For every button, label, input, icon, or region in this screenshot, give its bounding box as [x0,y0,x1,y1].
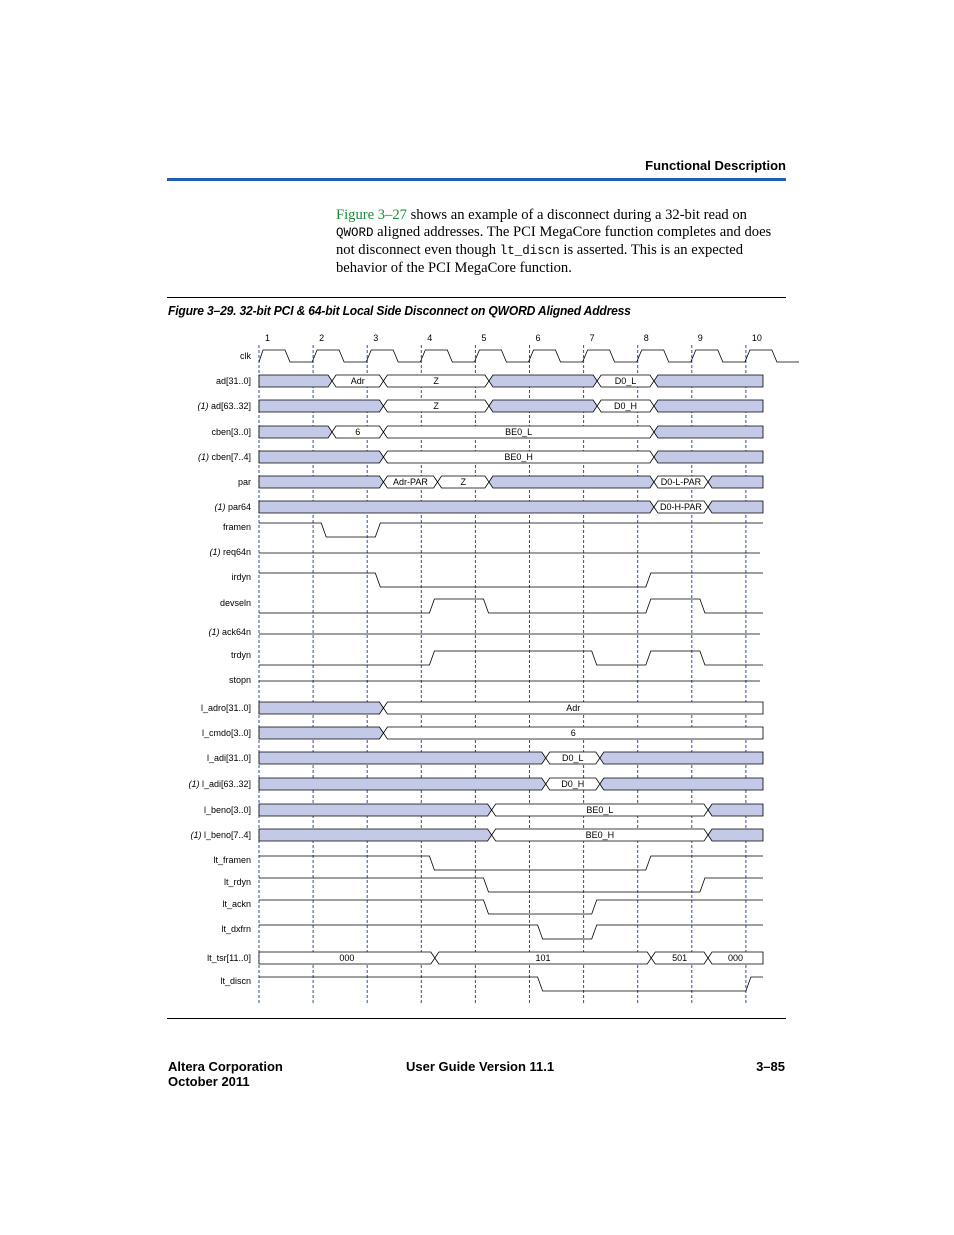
clock-number: 3 [373,333,379,343]
footnote-ref: (1) [190,830,204,840]
signal-label [209,547,251,557]
bus-undefined-segment [259,702,383,714]
trdyn-waveform [259,651,763,665]
signal-name: par [237,477,251,487]
signal-name: lt_ackn [222,899,251,909]
signal-label [222,899,251,909]
bus-value-label: Z [433,401,439,411]
clock-number: 6 [535,333,541,343]
signal-name: ack64n [221,627,251,637]
signal-name: lt_rdyn [223,877,251,887]
bus-undefined-segment [654,400,763,412]
bus-undefined-segment [654,451,763,463]
signal-label [231,572,251,582]
footnote-ref: (1) [209,547,223,557]
signal-name: devseln [219,598,251,608]
signal-label [213,855,251,865]
intro-text-2: aligned addresses. The PCI MegaCore function completes and does not disconnect even though [336,224,772,258]
signal-label [229,675,251,685]
clock-number: 1 [265,333,271,343]
signal-name: framen [222,522,251,532]
signal-label [198,452,251,462]
figure-caption-text: Figure 3–29. 32-bit PCI & 64-bit Local Side Disconnect on QWORD Aligned Address [168,303,631,318]
signal-label [208,627,251,637]
bus-value-label: Adr [350,376,365,386]
devseln-waveform [259,599,763,613]
bus-value-label: D0_H [561,779,585,789]
bus-undefined-segment [489,476,654,488]
figure-rule-bottom [167,1018,786,1019]
signal-label [214,502,251,512]
signal-name: ad[31..0] [215,376,251,386]
bus-undefined-segment [259,804,492,816]
signal-label [188,779,251,789]
footer-left [168,1059,283,1089]
intro-code-2: lt_discn [499,244,560,258]
lt-dxfrn-waveform [259,925,763,939]
clock-number: 8 [643,333,649,343]
bus-value-label: 000 [727,953,744,963]
intro-code-1: QWORD [336,226,374,240]
signal-name: l_adi[31..0] [206,753,251,763]
clock-number: 9 [697,333,703,343]
bus-undefined-segment [259,829,492,841]
bus-undefined-segment [259,426,332,438]
intro-text-3: is asserted. This is an expected behavior of the PCI MegaCore function. [336,242,744,276]
bus-value-label: D0-H-PAR [660,502,702,512]
bus-undefined-segment [259,451,383,463]
signal-label [204,805,251,815]
signal-label [190,830,251,840]
signal-name: lt_tsr[11..0] [207,953,251,963]
signal-name: par64 [227,502,251,512]
clock-number: 7 [589,333,595,343]
signal-label [238,477,251,487]
signal-label [202,728,251,738]
signal-name: l_beno[3..0] [203,805,251,815]
signal-name: lt_discn [220,976,251,986]
bus-undefined-segment [654,426,763,438]
bus-value-label: BE0_H [504,452,533,462]
bus-undefined-segment [259,501,654,513]
signal-label [231,650,251,660]
signal-label [220,598,251,608]
bus-value-label: Adr [566,703,581,713]
signal-label [221,924,251,934]
bus-value-label: D0-L-PAR [660,477,702,487]
bus-undefined-segment [259,375,332,387]
footer-page-number: 3–85 [756,1059,785,1074]
signal-name: lt_dxfrn [221,924,251,934]
bus-undefined-segment [259,727,383,739]
bus-value-label: BE0_L [586,805,614,815]
signal-label [223,522,251,532]
signal-name: l_cmdo[3..0] [201,728,251,738]
bus-value-label: 000 [339,953,355,963]
bus-value-label: BE0_L [505,427,533,437]
clock-number: 4 [427,333,433,343]
signal-name: stopn [228,675,251,685]
signal-name: l_beno[7..4] [203,830,251,840]
clock-number: 10 [751,333,762,343]
bus-value-label: 6 [355,427,361,437]
footnote-ref: (1) [197,452,212,462]
figure-link[interactable]: Figure 3–27 [336,207,407,223]
section-title: Functional Description [645,158,786,173]
signal-label [197,401,251,411]
bus-value-label: D0_H [614,401,638,411]
signal-label [224,877,251,887]
footer-date: October 2011 [168,1074,250,1089]
footnote-ref: (1) [214,502,228,512]
signal-label [240,351,251,361]
bus-undefined-segment [600,752,763,764]
lt-framen-waveform [259,856,763,870]
signal-label [216,376,251,386]
signal-name: trdyn [230,650,251,660]
clock-number: 5 [481,333,487,343]
signal-label [207,953,251,963]
bus-value-label: 501 [672,953,688,963]
footnote-ref: (1) [197,401,211,411]
bus-undefined-segment [259,476,383,488]
bus-undefined-segment [259,778,546,790]
footnote-ref: (1) [208,627,222,637]
bus-undefined-segment [489,375,597,387]
bus-value-label: BE0_H [585,830,615,840]
bus-undefined-segment [259,400,383,412]
bus-value-label: Adr-PAR [393,477,428,487]
bus-value-label: D0_L [562,753,584,763]
signal-label [201,703,251,713]
signal-name: l_adi[63..32] [201,779,251,789]
bus-undefined-segment [708,829,763,841]
bus-undefined-segment [708,476,763,488]
bus-undefined-segment [654,375,763,387]
bus-undefined-segment [259,752,546,764]
footer-version: User Guide Version 11.1 [406,1059,555,1074]
bus-undefined-segment [600,778,763,790]
bus-undefined-segment [708,804,763,816]
lt-ackn-waveform [259,900,763,914]
bus-value-label: D0_L [614,376,637,386]
signal-name: clk [240,351,251,361]
bus-undefined-segment [708,501,763,513]
footnote-ref: (1) [188,779,202,789]
lt-discn-waveform [259,977,763,991]
signal-name: cben[3..0] [211,427,251,437]
signal-name: l_adro[31..0] [200,703,251,713]
signal-name: lt_framen [213,855,251,865]
lt-rdyn-waveform [259,878,763,892]
signal-name: irdyn [231,572,251,582]
signal-name: ad[63..32] [210,401,251,411]
bus-value-label: Z [433,376,439,386]
framen-waveform [259,523,763,537]
signal-name: cben[7..4] [211,452,251,462]
footer-company: Altera Corporation [168,1059,283,1074]
irdyn-waveform [259,573,763,587]
signal-label [207,753,251,763]
bus-value-label: Z [460,477,466,487]
intro-text-1: shows an example of a disconnect during a 32-bit read on [406,207,747,223]
bus-undefined-segment [489,400,597,412]
bus-value-label: 101 [535,953,551,963]
clock-number: 2 [319,333,325,343]
signal-name: req64n [222,547,251,557]
signal-label [211,427,251,437]
bus-value-label: 6 [570,728,576,738]
signal-label [220,976,251,986]
